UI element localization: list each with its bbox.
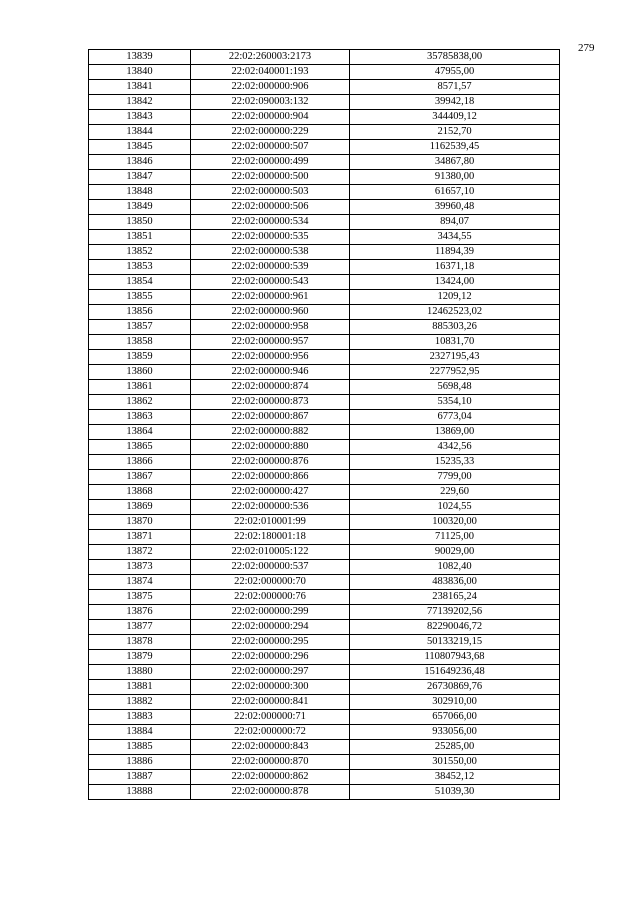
page-number: 279 — [578, 42, 595, 54]
row-number-cell: 13882 — [89, 695, 191, 710]
cadastral-number-cell: 22:02:000000:841 — [191, 695, 350, 710]
row-number-cell: 13874 — [89, 575, 191, 590]
table-row — [89, 140, 560, 155]
row-number-cell: 13861 — [89, 380, 191, 395]
table-row — [89, 635, 560, 650]
row-number-cell: 13879 — [89, 650, 191, 665]
cadastral-number-cell: 22:02:000000:862 — [191, 770, 350, 785]
cadastral-number-cell: 22:02:000000:956 — [191, 350, 350, 365]
value-cell: 301550,00 — [350, 755, 560, 770]
value-cell: 8571,57 — [350, 80, 560, 95]
table-row — [89, 95, 560, 110]
value-cell: 110807943,68 — [350, 650, 560, 665]
cadastral-number-cell: 22:02:000000:427 — [191, 485, 350, 500]
row-number-cell: 13847 — [89, 170, 191, 185]
value-cell: 13869,00 — [350, 425, 560, 440]
table-row — [89, 275, 560, 290]
value-cell: 61657,10 — [350, 185, 560, 200]
value-cell: 10831,70 — [350, 335, 560, 350]
cadastral-number-cell: 22:02:000000:538 — [191, 245, 350, 260]
row-number-cell: 13881 — [89, 680, 191, 695]
row-number-cell: 13863 — [89, 410, 191, 425]
value-cell: 100320,00 — [350, 515, 560, 530]
row-number-cell: 13853 — [89, 260, 191, 275]
value-cell: 933056,00 — [350, 725, 560, 740]
table-row — [89, 755, 560, 770]
table-row — [89, 485, 560, 500]
row-number-cell: 13876 — [89, 605, 191, 620]
cadastral-number-cell: 22:02:000000:878 — [191, 785, 350, 800]
row-number-cell: 13849 — [89, 200, 191, 215]
value-cell: 1082,40 — [350, 560, 560, 575]
table-row — [89, 155, 560, 170]
table-row — [89, 440, 560, 455]
value-cell: 3434,55 — [350, 230, 560, 245]
value-cell: 35785838,00 — [350, 50, 560, 65]
table-row — [89, 575, 560, 590]
value-cell: 91380,00 — [350, 170, 560, 185]
table-row — [89, 605, 560, 620]
value-cell: 1162539,45 — [350, 140, 560, 155]
value-cell: 344409,12 — [350, 110, 560, 125]
cadastral-number-cell: 22:02:000000:299 — [191, 605, 350, 620]
value-cell: 2327195,43 — [350, 350, 560, 365]
value-cell: 229,60 — [350, 485, 560, 500]
table-row — [89, 680, 560, 695]
row-number-cell: 13842 — [89, 95, 191, 110]
row-number-cell: 13858 — [89, 335, 191, 350]
table-row — [89, 710, 560, 725]
row-number-cell: 13857 — [89, 320, 191, 335]
value-cell: 11894,39 — [350, 245, 560, 260]
cadastral-number-cell: 22:02:000000:874 — [191, 380, 350, 395]
table-row — [89, 350, 560, 365]
row-number-cell: 13850 — [89, 215, 191, 230]
value-cell: 39960,48 — [350, 200, 560, 215]
row-number-cell: 13862 — [89, 395, 191, 410]
cadastral-number-cell: 22:02:010005:122 — [191, 545, 350, 560]
row-number-cell: 13886 — [89, 755, 191, 770]
row-number-cell: 13884 — [89, 725, 191, 740]
cadastral-number-cell: 22:02:000000:961 — [191, 290, 350, 305]
row-number-cell: 13856 — [89, 305, 191, 320]
cadastral-number-cell: 22:02:010001:99 — [191, 515, 350, 530]
value-cell: 26730869,76 — [350, 680, 560, 695]
value-cell: 51039,30 — [350, 785, 560, 800]
row-number-cell: 13880 — [89, 665, 191, 680]
cadastral-number-cell: 22:02:090003:132 — [191, 95, 350, 110]
value-cell: 151649236,48 — [350, 665, 560, 680]
table-row — [89, 260, 560, 275]
table-row — [89, 335, 560, 350]
cadastral-number-cell: 22:02:000000:229 — [191, 125, 350, 140]
row-number-cell: 13877 — [89, 620, 191, 635]
value-cell: 50133219,15 — [350, 635, 560, 650]
cadastral-number-cell: 22:02:000000:503 — [191, 185, 350, 200]
row-number-cell: 13840 — [89, 65, 191, 80]
cadastral-number-cell: 22:02:000000:876 — [191, 455, 350, 470]
row-number-cell: 13875 — [89, 590, 191, 605]
value-cell: 71125,00 — [350, 530, 560, 545]
row-number-cell: 13855 — [89, 290, 191, 305]
value-cell: 7799,00 — [350, 470, 560, 485]
cadastral-number-cell: 22:02:000000:536 — [191, 500, 350, 515]
value-cell: 82290046,72 — [350, 620, 560, 635]
row-number-cell: 13860 — [89, 365, 191, 380]
value-cell: 2152,70 — [350, 125, 560, 140]
value-cell: 39942,18 — [350, 95, 560, 110]
cadastral-number-cell: 22:02:000000:499 — [191, 155, 350, 170]
cadastral-number-cell: 22:02:000000:76 — [191, 590, 350, 605]
table-row — [89, 290, 560, 305]
table-row — [89, 470, 560, 485]
cadastral-number-cell: 22:02:000000:294 — [191, 620, 350, 635]
table-row — [89, 380, 560, 395]
table-row — [89, 455, 560, 470]
value-cell: 4342,56 — [350, 440, 560, 455]
value-cell: 90029,00 — [350, 545, 560, 560]
value-cell: 12462523,02 — [350, 305, 560, 320]
cadastral-number-cell: 22:02:000000:296 — [191, 650, 350, 665]
row-number-cell: 13873 — [89, 560, 191, 575]
cadastral-number-cell: 22:02:000000:297 — [191, 665, 350, 680]
registry-table — [88, 49, 560, 800]
row-number-cell: 13865 — [89, 440, 191, 455]
value-cell: 16371,18 — [350, 260, 560, 275]
table-row — [89, 365, 560, 380]
value-cell: 1209,12 — [350, 290, 560, 305]
table-row — [89, 230, 560, 245]
cadastral-number-cell: 22:02:000000:300 — [191, 680, 350, 695]
cadastral-number-cell: 22:02:000000:960 — [191, 305, 350, 320]
row-number-cell: 13867 — [89, 470, 191, 485]
cadastral-number-cell: 22:02:180001:18 — [191, 530, 350, 545]
row-number-cell: 13888 — [89, 785, 191, 800]
value-cell: 34867,80 — [350, 155, 560, 170]
table-row — [89, 410, 560, 425]
row-number-cell: 13839 — [89, 50, 191, 65]
table-row — [89, 500, 560, 515]
cadastral-number-cell: 22:02:000000:500 — [191, 170, 350, 185]
value-cell: 5354,10 — [350, 395, 560, 410]
registry-table-body — [89, 50, 560, 800]
table-row — [89, 305, 560, 320]
row-number-cell: 13872 — [89, 545, 191, 560]
cadastral-number-cell: 22:02:000000:866 — [191, 470, 350, 485]
cadastral-number-cell: 22:02:000000:880 — [191, 440, 350, 455]
value-cell: 25285,00 — [350, 740, 560, 755]
row-number-cell: 13854 — [89, 275, 191, 290]
value-cell: 657066,00 — [350, 710, 560, 725]
value-cell: 77139202,56 — [350, 605, 560, 620]
value-cell: 47955,00 — [350, 65, 560, 80]
table-row — [89, 545, 560, 560]
cadastral-number-cell: 22:02:000000:71 — [191, 710, 350, 725]
value-cell: 38452,12 — [350, 770, 560, 785]
row-number-cell: 13845 — [89, 140, 191, 155]
cadastral-number-cell: 22:02:000000:543 — [191, 275, 350, 290]
table-row — [89, 110, 560, 125]
row-number-cell: 13885 — [89, 740, 191, 755]
row-number-cell: 13848 — [89, 185, 191, 200]
row-number-cell: 13870 — [89, 515, 191, 530]
table-row — [89, 665, 560, 680]
cadastral-number-cell: 22:02:000000:867 — [191, 410, 350, 425]
row-number-cell: 13871 — [89, 530, 191, 545]
cadastral-number-cell: 22:02:000000:506 — [191, 200, 350, 215]
cadastral-number-cell: 22:02:000000:906 — [191, 80, 350, 95]
row-number-cell: 13869 — [89, 500, 191, 515]
value-cell: 1024,55 — [350, 500, 560, 515]
cadastral-number-cell: 22:02:000000:507 — [191, 140, 350, 155]
cadastral-number-cell: 22:02:000000:843 — [191, 740, 350, 755]
cadastral-number-cell: 22:02:000000:957 — [191, 335, 350, 350]
cadastral-number-cell: 22:02:040001:193 — [191, 65, 350, 80]
table-row — [89, 785, 560, 800]
value-cell: 5698,48 — [350, 380, 560, 395]
row-number-cell: 13851 — [89, 230, 191, 245]
value-cell: 885303,26 — [350, 320, 560, 335]
row-number-cell: 13846 — [89, 155, 191, 170]
value-cell: 2277952,95 — [350, 365, 560, 380]
cadastral-number-cell: 22:02:000000:535 — [191, 230, 350, 245]
table-row — [89, 725, 560, 740]
cadastral-number-cell: 22:02:000000:534 — [191, 215, 350, 230]
table-row — [89, 395, 560, 410]
table-row — [89, 590, 560, 605]
row-number-cell: 13878 — [89, 635, 191, 650]
value-cell: 302910,00 — [350, 695, 560, 710]
cadastral-number-cell: 22:02:000000:946 — [191, 365, 350, 380]
table-row — [89, 320, 560, 335]
row-number-cell: 13866 — [89, 455, 191, 470]
row-number-cell: 13844 — [89, 125, 191, 140]
table-row — [89, 695, 560, 710]
table-row — [89, 770, 560, 785]
cadastral-number-cell: 22:02:000000:870 — [191, 755, 350, 770]
table-row — [89, 515, 560, 530]
cadastral-number-cell: 22:02:000000:72 — [191, 725, 350, 740]
row-number-cell: 13887 — [89, 770, 191, 785]
table-row — [89, 170, 560, 185]
cadastral-number-cell: 22:02:000000:882 — [191, 425, 350, 440]
table-row — [89, 215, 560, 230]
cadastral-number-cell: 22:02:000000:537 — [191, 560, 350, 575]
table-row — [89, 125, 560, 140]
value-cell: 238165,24 — [350, 590, 560, 605]
row-number-cell: 13868 — [89, 485, 191, 500]
table-row — [89, 65, 560, 80]
cadastral-number-cell: 22:02:000000:904 — [191, 110, 350, 125]
value-cell: 483836,00 — [350, 575, 560, 590]
table-row — [89, 530, 560, 545]
table-row — [89, 185, 560, 200]
cadastral-number-cell: 22:02:000000:539 — [191, 260, 350, 275]
value-cell: 13424,00 — [350, 275, 560, 290]
cadastral-number-cell: 22:02:000000:873 — [191, 395, 350, 410]
row-number-cell: 13852 — [89, 245, 191, 260]
value-cell: 6773,04 — [350, 410, 560, 425]
table-row — [89, 650, 560, 665]
table-row — [89, 80, 560, 95]
table-row — [89, 200, 560, 215]
row-number-cell: 13841 — [89, 80, 191, 95]
value-cell: 15235,33 — [350, 455, 560, 470]
row-number-cell: 13859 — [89, 350, 191, 365]
cadastral-number-cell: 22:02:000000:295 — [191, 635, 350, 650]
cadastral-number-cell: 22:02:000000:70 — [191, 575, 350, 590]
table-row — [89, 245, 560, 260]
table-row — [89, 50, 560, 65]
table-row — [89, 620, 560, 635]
row-number-cell: 13883 — [89, 710, 191, 725]
cadastral-number-cell: 22:02:260003:2173 — [191, 50, 350, 65]
table-row — [89, 740, 560, 755]
table-row — [89, 425, 560, 440]
table-row — [89, 560, 560, 575]
value-cell: 894,07 — [350, 215, 560, 230]
row-number-cell: 13864 — [89, 425, 191, 440]
cadastral-number-cell: 22:02:000000:958 — [191, 320, 350, 335]
row-number-cell: 13843 — [89, 110, 191, 125]
